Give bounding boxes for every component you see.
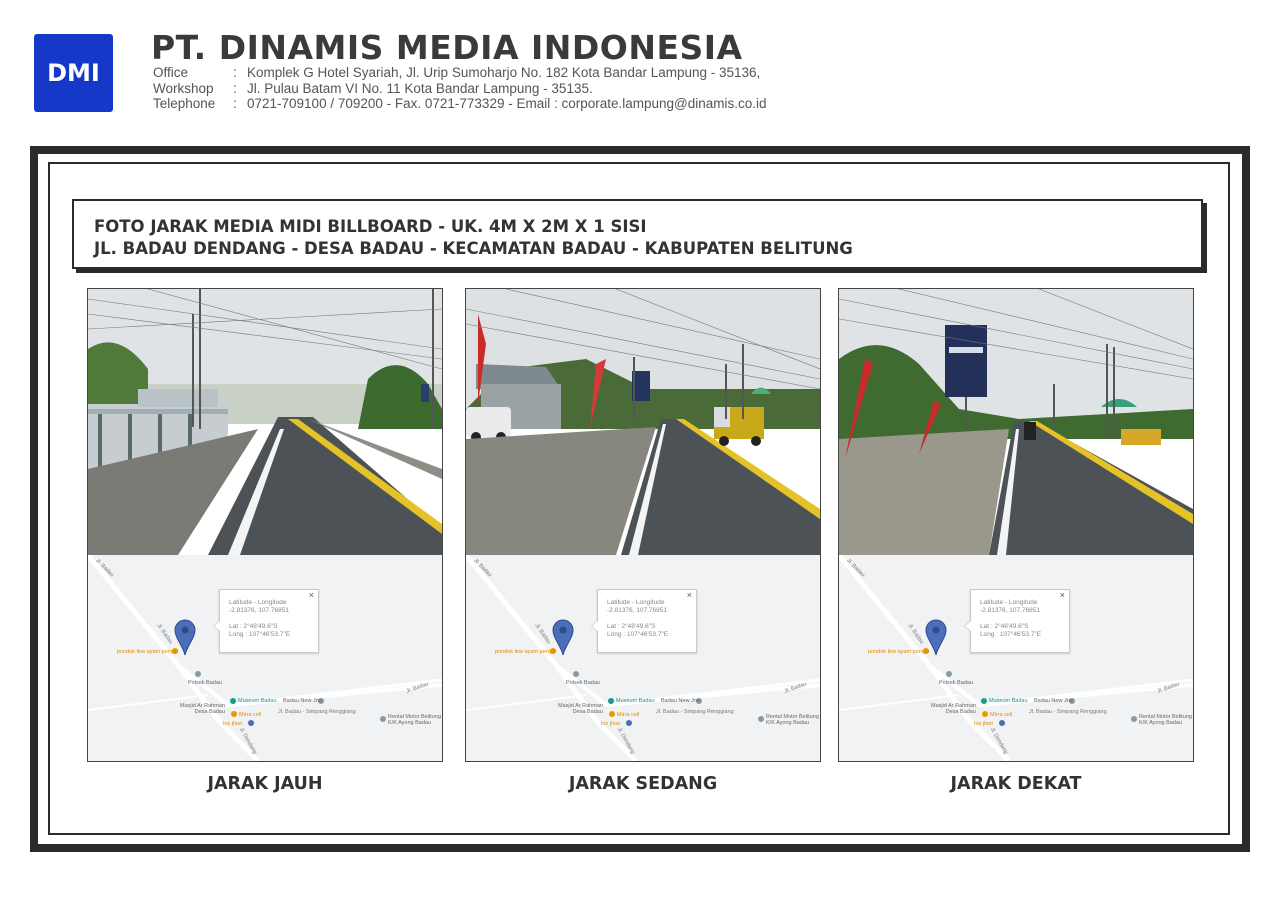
map-road-label: Jl. Badau (783, 681, 808, 695)
map-poi-label: pondok line ayam penyet (117, 649, 179, 655)
location-map-near (839, 555, 1193, 761)
museum-icon (608, 698, 614, 704)
location-map-medium (466, 555, 820, 761)
map-road-label: Jl. Badau (405, 681, 430, 695)
photo-panel-medium (465, 288, 821, 762)
map-poi-label-rental: Rental Motor Belitung K/K Ayong Badau (388, 714, 441, 726)
rental-icon (758, 716, 764, 722)
caption-far: JARAK JAUH (207, 774, 323, 794)
contact-block (153, 65, 767, 112)
contact-sep: : (233, 80, 237, 96)
map-poi-label: pondok line ayam penyet (495, 649, 557, 655)
map-poi-label: Polsek Badau (939, 680, 973, 686)
popup-long: Long : 107°46'53.7"E (607, 631, 669, 638)
title-line-1: FOTO JARAK MEDIA MIDI BILLBOARD - UK. 4M X 2M X 1 SISI (94, 217, 647, 236)
shop-icon (231, 711, 237, 717)
popup-long: Long : 107°46'53.7"E (980, 631, 1042, 638)
contact-value: Komplek G Hotel Syariah, Jl. Urip Sumoharjo No. 182 Kota Bandar Lampung - 35136, (247, 65, 761, 80)
map-poi-label-masjid: Masjid Ar Rahman Desa Badau (931, 703, 976, 715)
close-icon[interactable]: × (686, 590, 692, 600)
police-icon (195, 671, 201, 677)
road-photo-near (839, 289, 1193, 555)
contact-telephone (153, 96, 767, 112)
popup-heading: Latitude - Longitude (229, 599, 287, 606)
shop-icon (982, 711, 988, 717)
close-icon[interactable]: × (308, 590, 314, 600)
cafe-icon (626, 720, 632, 726)
map-road-label: Jl. Badau - Simpang Renggiang (656, 709, 734, 715)
map-poi-label: Museum Badau (989, 698, 1028, 704)
photo-panel-near (838, 288, 1194, 762)
map-road-label: Jl. Badau (845, 557, 866, 579)
popup-coords: -2.81376, 107.76851 (980, 607, 1040, 614)
police-icon (946, 671, 952, 677)
logo-text: DMI (47, 59, 100, 87)
map-road-label: Jl. Badau - Simpang Renggiang (1029, 709, 1107, 715)
popup-long: Long : 107°46'53.7"E (229, 631, 291, 638)
rental-icon (1131, 716, 1137, 722)
map-poi-label: Mirra cell (239, 712, 262, 718)
map-poi-label: Mirra cell (990, 712, 1013, 718)
map-road-label: Jl. Badau - Simpang Renggiang (278, 709, 356, 715)
popup-coords: -2.81376, 107.76851 (229, 607, 289, 614)
museum-icon (981, 698, 987, 704)
contact-workshop (153, 81, 767, 97)
contact-sep: : (233, 96, 237, 111)
map-road-label: Jl. Dendang (988, 726, 1009, 756)
map-poi-label: Polsek Badau (188, 680, 222, 686)
coordinates-popup (597, 589, 697, 653)
contact-label: Workshop (153, 80, 214, 96)
company-name: PT. DINAMIS MEDIA INDONESIA (151, 28, 743, 67)
map-poi-label: Badau New Jne (661, 698, 700, 704)
map-poi-label: Mirra cell (617, 712, 640, 718)
map-poi-label: Badau New Jne (1034, 698, 1073, 704)
map-road-label: Jl. Badau (533, 622, 552, 646)
caption-near: JARAK DEKAT (950, 774, 1082, 794)
location-map-far (88, 555, 442, 761)
map-roads (466, 555, 820, 761)
cafe-icon (248, 720, 254, 726)
shop-icon (609, 711, 615, 717)
map-poi-label: Museum Badau (238, 698, 277, 704)
popup-heading: Latitude - Longitude (607, 599, 665, 606)
photo-panel-far (87, 288, 443, 762)
map-poi-label-masjid: Masjid Ar Rahman Desa Badau (180, 703, 225, 715)
title-box (72, 199, 1203, 269)
map-poi-label: Ice jhon (974, 721, 994, 727)
police-icon (573, 671, 579, 677)
map-road-label: Jl. Dendang (615, 726, 636, 756)
contact-value: 0721-709100 / 709200 - Fax. 0721-773329 - Email : corporate.lampung@dinamis.co.id (247, 96, 767, 111)
map-poi-label: Badau New Jne (283, 698, 322, 704)
contact-label: Telephone (153, 96, 216, 111)
rental-icon (380, 716, 386, 722)
contact-label: Office (153, 65, 189, 80)
map-poi-label: Museum Badau (616, 698, 655, 704)
map-road-label: Jl. Badau (94, 557, 115, 579)
popup-lat: Lat : 2°48'49.6"S (607, 623, 656, 630)
popup-lat: Lat : 2°48'49.6"S (980, 623, 1029, 630)
map-poi-label: Polsek Badau (566, 680, 600, 686)
road-photo-far (88, 289, 442, 555)
popup-heading: Latitude - Longitude (980, 599, 1038, 606)
road-photo-far-image (88, 289, 442, 555)
road-photo-near-image (839, 289, 1193, 555)
map-road-label: Jl. Badau (472, 557, 493, 579)
map-roads (88, 555, 442, 761)
coordinates-popup (970, 589, 1070, 653)
map-road-label: Jl. Dendang (237, 726, 258, 756)
contact-office (153, 65, 767, 81)
coordinates-popup (219, 589, 319, 653)
map-road-label: Jl. Badau (906, 622, 925, 646)
museum-icon (230, 698, 236, 704)
contact-sep: : (233, 65, 237, 80)
map-road-label: Jl. Badau (1156, 681, 1181, 695)
contact-value: Jl. Pulau Batam VI No. 11 Kota Bandar Lampung - 35135. (247, 80, 593, 96)
road-photo-medium-image (466, 289, 820, 555)
close-icon[interactable]: × (1059, 590, 1065, 600)
title-line-2: JL. BADAU DENDANG - DESA BADAU - KECAMATAN BADAU - KABUPATEN BELITUNG (94, 239, 853, 258)
popup-coords: -2.81376, 107.76851 (607, 607, 667, 614)
map-poi-label: Ice jhon (223, 721, 243, 727)
map-poi-label-rental: Rental Motor Belitung K/K Ayong Badau (1139, 714, 1192, 726)
cafe-icon (999, 720, 1005, 726)
map-poi-label: Ice jhon (601, 721, 621, 727)
road-photo-medium (466, 289, 820, 555)
map-roads (839, 555, 1193, 761)
map-road-label: Jl. Badau (155, 622, 174, 646)
popup-lat: Lat : 2°48'49.6"S (229, 623, 278, 630)
map-poi-label: pondok line ayam penyet (868, 649, 930, 655)
map-poi-label-masjid: Masjid Ar Rahman Desa Badau (558, 703, 603, 715)
map-poi-label-rental: Rental Motor Belitung K/K Ayong Badau (766, 714, 819, 726)
company-logo (34, 34, 113, 112)
caption-medium: JARAK SEDANG (568, 774, 718, 794)
